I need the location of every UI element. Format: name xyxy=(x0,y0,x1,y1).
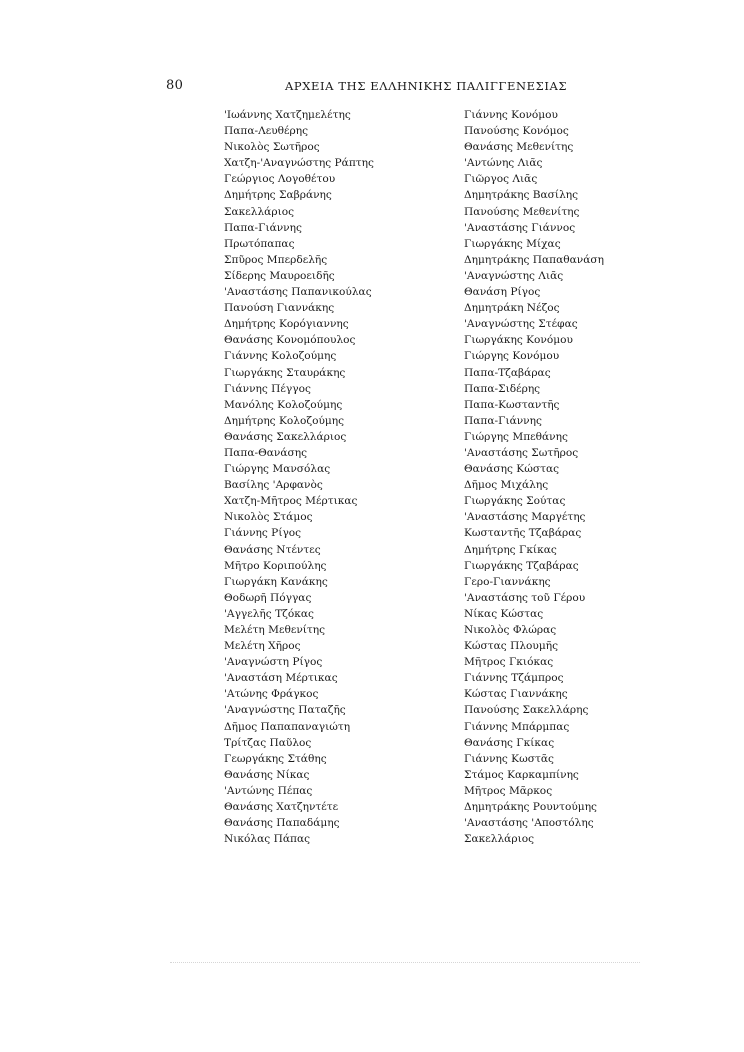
name-entry: Γιωργάκης Σούτας xyxy=(464,495,566,508)
name-entry: 'Αγγελῆς Τζόκας xyxy=(224,607,314,620)
name-entry: Θανάσης Μεθενίτης xyxy=(464,141,574,154)
name-entry: Παπα-Τζαβάρας xyxy=(464,366,551,379)
name-entry: Νίκας Κώστας xyxy=(464,607,544,620)
name-entry: Γερο-Γιαννάκης xyxy=(464,575,551,588)
name-entry: Πρωτόπαπας xyxy=(224,237,295,250)
name-entry: Σπῦρος Μπερδελῆς xyxy=(224,253,328,266)
name-entry: Γεωργάκης Στάθης xyxy=(224,752,327,765)
name-entry: 'Αναστάσης Γιάννος xyxy=(464,221,576,234)
name-entry: Γιωργάκη Κανάκης xyxy=(224,575,328,588)
name-entry: 'Αναστάση Μέρτικας xyxy=(224,672,338,685)
name-entry: Πανούσης Μεθενίτης xyxy=(464,205,580,218)
name-entry: Πανούσης Σακελλάρης xyxy=(464,704,589,717)
name-entry: Μελέτη Μεθενίτης xyxy=(224,624,326,636)
name-entry: Παπα-Γιάννης xyxy=(224,221,302,234)
page-number: 80 xyxy=(166,78,184,93)
name-entry: Κώστας Πλουμῆς xyxy=(464,640,559,653)
name-entry: Θανάσης Γκίκας xyxy=(464,736,555,749)
name-entry: Παπα-Θανάσης xyxy=(224,446,308,459)
name-entry: Θανάσης Παπαδάμης xyxy=(224,817,340,830)
name-entry: 'Αναγνώστης Στέφας xyxy=(464,318,578,331)
name-entry: Κωσταντῆς Τζαβάρας xyxy=(464,527,582,540)
name-entry: Δημήτρης Κολοζούμης xyxy=(224,414,345,427)
name-entry: Δημητράκης Βασίλης xyxy=(464,189,579,202)
name-entry: Χατζη-Μῆτρος Μέρτικας xyxy=(224,495,358,508)
name-entry: Δημητράκης Ρουντούμης xyxy=(464,801,597,814)
name-entry: 'Αναστάσης 'Αποστόλης xyxy=(464,817,594,830)
name-entry: Θανάσης Σακελλάριος xyxy=(224,430,347,443)
name-entry: 'Αναγνώστη Ρίγος xyxy=(224,656,323,669)
name-entry: Δῆμος Μιχάλης xyxy=(464,479,549,492)
name-entry: Γιάννης Πέγγος xyxy=(224,382,311,395)
name-entry: Νικόλας Πάπας xyxy=(224,833,311,846)
name-entry: 'Αναγνώστης Λιᾶς xyxy=(464,269,564,282)
name-entry: 'Αντώνης Λιᾶς xyxy=(464,157,543,170)
name-entry: Τρίτζας Παῦλος xyxy=(224,736,312,749)
name-entry: 'Ατώνης Φράγκος xyxy=(224,688,319,701)
name-entry: Θανάσης Κώστας xyxy=(464,463,560,476)
name-entry: Βασίλης 'Αρφανὸς xyxy=(224,479,323,492)
name-entry: Γιάννης Κωστᾶς xyxy=(464,752,554,765)
name-entry: Δημητράκη Νέζος xyxy=(464,302,560,315)
name-entry: Θανάσης Κονομόπουλος xyxy=(224,334,356,347)
name-entry: Γιωργάκης Τζαβάρας xyxy=(464,559,579,572)
name-entry: Γιώργης Μανσόλας xyxy=(224,463,331,476)
name-entry: Γιωργάκης Κονόμου xyxy=(464,334,573,347)
name-entry: Γιωργάκης Μίχας xyxy=(464,237,561,250)
name-entry: Γεώργιος Λογοθέτου xyxy=(224,173,336,186)
name-entry: 'Αναστάσης Μαργέτης xyxy=(464,511,586,524)
name-entry: 'Αναγνώστης Παταζῆς xyxy=(224,704,346,717)
running-title: ΑΡΧΕΙΑ ΤΗΣ ΕΛΛΗΝΙΚΗΣ ΠΑΛΙΓΓΕΝΕΣΙΑΣ xyxy=(285,79,568,93)
name-entry: Μῆτρο Κοριπούλης xyxy=(224,559,327,572)
name-entry: Παπα-Κωσταντῆς xyxy=(464,398,560,411)
name-entry: Θοδωρῆ Πόγγας xyxy=(224,591,312,604)
name-entry: Μῆτρος Μᾶρκος xyxy=(464,784,553,797)
name-entry: Παπα-Λευθέρης xyxy=(224,125,309,138)
name-entry: Γιωργάκης Σταυράκης xyxy=(224,366,346,379)
name-entry: Δῆμος Παπαπαναγιώτη xyxy=(224,720,351,733)
name-entry: Δημήτρης Σαβράνης xyxy=(224,189,332,202)
name-entry: Νικολὸς Φλώρας xyxy=(464,624,557,636)
name-entry: Γιάννης Ρίγος xyxy=(224,527,302,540)
name-entry: Γιάννης Κονόμου xyxy=(464,109,558,121)
name-entry: Γιῶργος Λιᾶς xyxy=(464,173,538,186)
name-entry: Μανόλης Κολοζούμης xyxy=(224,398,343,411)
name-entry: Γιώργης Μπεθάνης xyxy=(464,430,568,443)
name-entry: Στάμος Καρκαμπίνης xyxy=(464,768,579,781)
name-entry: Νικολὸς Σωτῆρος xyxy=(224,141,320,154)
name-list-left-column xyxy=(224,107,434,847)
name-entry: Νικολὸς Στάμος xyxy=(224,511,313,524)
name-list-right-column xyxy=(464,107,654,847)
name-entry: Θανάση Ρίγος xyxy=(464,286,541,299)
name-entry: 'Αναστάσης τοῦ Γέρου xyxy=(464,591,586,604)
name-entry: Κώστας Γιαννάκης xyxy=(464,688,568,701)
name-entry: Μῆτρος Γκιόκας xyxy=(464,656,554,669)
scan-edge-line xyxy=(170,962,640,963)
name-entry: 'Αντώνης Πέπας xyxy=(224,784,313,797)
name-entry: Γιάννης Κολοζούμης xyxy=(224,350,337,363)
name-entry: Γιάννης Τζάμπρος xyxy=(464,672,564,685)
name-entry: Δημήτρης Κορόγιαννης xyxy=(224,318,349,331)
name-entry: Παπα-Σιδέρης xyxy=(464,382,541,395)
name-entry: Πανούση Γιαννάκης xyxy=(224,302,335,315)
name-entry: Σίδερης Μαυροειδῆς xyxy=(224,269,335,282)
name-entry: Θανάσης Ντέντες xyxy=(224,543,321,556)
name-entry: Γιάννης Μπάρμπας xyxy=(464,720,570,733)
name-entry: Πανούσης Κονόμος xyxy=(464,125,569,138)
name-entry: Δημήτρης Γκίκας xyxy=(464,543,557,556)
name-entry: Θανάσης Νίκας xyxy=(224,768,310,781)
name-entry: Σακελλάριος xyxy=(224,205,295,218)
name-entry: Παπα-Γιάννης xyxy=(464,414,542,427)
name-entry: Γιώργης Κονόμου xyxy=(464,350,560,363)
name-entry: Χατζη-'Αναγνώστης Ράπτης xyxy=(224,157,374,170)
name-entry: Σακελλάριος xyxy=(464,833,535,846)
name-entry: 'Αναστάσης Σωτῆρος xyxy=(464,446,579,459)
name-entry: Μελέτη Χῆρος xyxy=(224,640,301,653)
name-entry: 'Αναστάσης Παπανικούλας xyxy=(224,286,372,299)
name-entry: Δημητράκης Παπαθανάση xyxy=(464,253,604,266)
name-entry: Θανάσης Χατζηντέτε xyxy=(224,801,339,814)
name-entry: 'Ιωάννης Χατζημελέτης xyxy=(224,109,351,121)
